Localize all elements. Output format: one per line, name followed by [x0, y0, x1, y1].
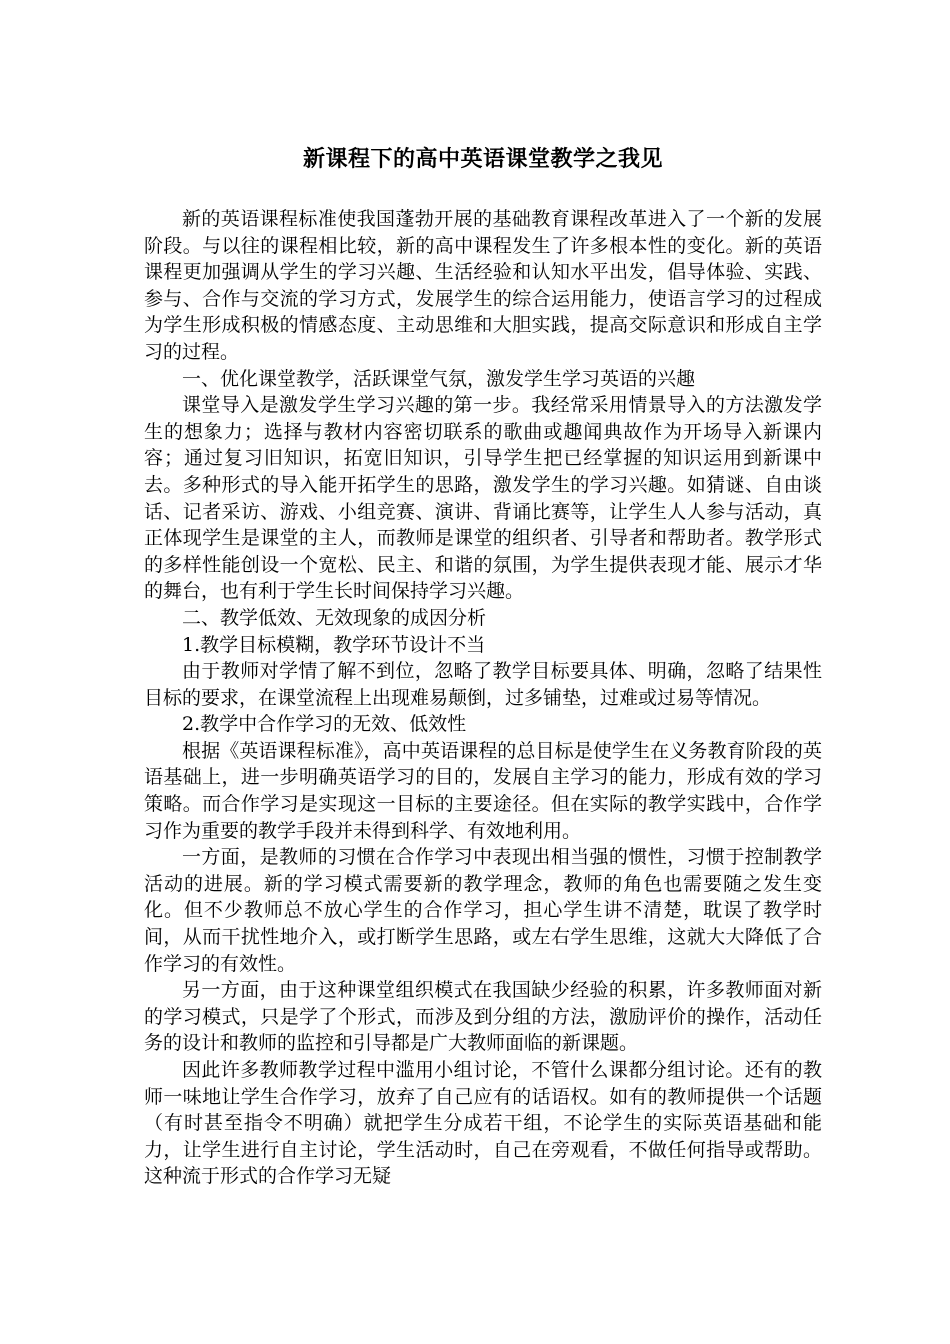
document-title: 新课程下的高中英语课堂教学之我见	[302, 146, 663, 172]
subsection-heading-2-2: 2.教学中合作学习的无效、低效性	[182, 713, 467, 736]
paragraph-classroom-intro: 课堂导入是激发学生学习兴趣的第一步。我经常采用情景导入的方法激发学生的想象力；选择与教材内容密切联系的歌曲或趣闻典故作为开场导入新课内容；通过复习旧知识，拓宽旧知识，引导学生把已经掌握的知识运用到新课中去。多种形式的导入能开拓学生的思路，激发学生的学习兴趣。如猜谜、自由谈话、记者采访、游戏、小组竞赛、演讲、背诵比赛等，让学生人人参与活动，真正体现学生是课堂的主人，而教师是课堂的组织者、引导者和帮助者。教学形式的多样性能创设一个宽松、民主、和谐的氛围，为学生提供表现才能、展示才华的舞台，也有利于学生长时间保持学习兴趣。	[144, 394, 822, 603]
paragraph-lack-experience: 另一方面，由于这种课堂组织模式在我国缺少经验的积累，许多教师面对新的学习模式，只是学了个形式，而涉及到分组的方法，激励评价的操作，活动任务的设计和教师的监控和引导都是广大教师面临的新课题。	[144, 979, 822, 1055]
paragraph-goals-unclear: 由于教师对学情了解不到位，忽略了教学目标要具体、明确，忽略了结果性目标的要求，在课堂流程上出现难易颠倒，过多铺垫，过难或过易等情况。	[144, 660, 822, 709]
paragraph-teacher-habits: 一方面，是教师的习惯在合作学习中表现出相当强的惯性，习惯于控制教学活动的进展。新的学习模式需要新的教学理念，教师的角色也需要随之发生变化。但不少教师总不放心学生的合作学习，担心学生讲不清楚，耽误了教学时间，从而干扰性地介入，或打断学生思路，或左右学生思维，这就大大降低了合作学习的有效性。	[144, 846, 822, 975]
section-heading-2: 二、教学低效、无效现象的成因分析	[182, 606, 487, 629]
section-heading-1: 一、优化课堂教学，活跃课堂气氛，激发学生学习英语的兴趣	[182, 367, 696, 390]
document-body	[144, 142, 822, 1190]
intro-paragraph: 新的英语课程标准使我国蓬勃开展的基础教育课程改革进入了一个新的发展阶段。与以往的课程相比较，新的高中课程发生了许多根本性的变化。新的英语课程更加强调从学生的学习兴趣、生活经验和认知水平出发，倡导体验、实践、参与、合作与交流的学习方式，发展学生的综合运用能力，使语言学习的过程成为学生形成积极的情感态度、主动思维和大胆实践，提高交际意识和形成自主学习的过程。	[144, 208, 822, 363]
subsection-heading-2-1: 1.教学目标模糊，教学环节设计不当	[182, 633, 486, 656]
paragraph-curriculum-standard: 根据《英语课程标准》，高中英语课程的总目标是使学生在义务教育阶段的英语基础上，进一步明确英语学习的目的，发展自主学习的能力，形成有效的学习策略。而合作学习是实现这一目标的主要途径。但在实际的教学实践中，合作学习作为重要的教学手段并未得到科学、有效地利用。	[144, 739, 822, 842]
paragraph-group-discussion-abuse: 因此许多教师教学过程中滥用小组讨论，不管什么课都分组讨论。还有的教师一味地让学生合作学习，放弃了自己应有的话语权。如有的教师提供一个话题（有时甚至指令不明确）就把学生分成若干组，不论学生的实际英语基础和能力，让学生进行自主讨论，学生活动时，自己在旁观看，不做任何指导或帮助。这种流于形式的合作学习无疑	[144, 1059, 822, 1188]
